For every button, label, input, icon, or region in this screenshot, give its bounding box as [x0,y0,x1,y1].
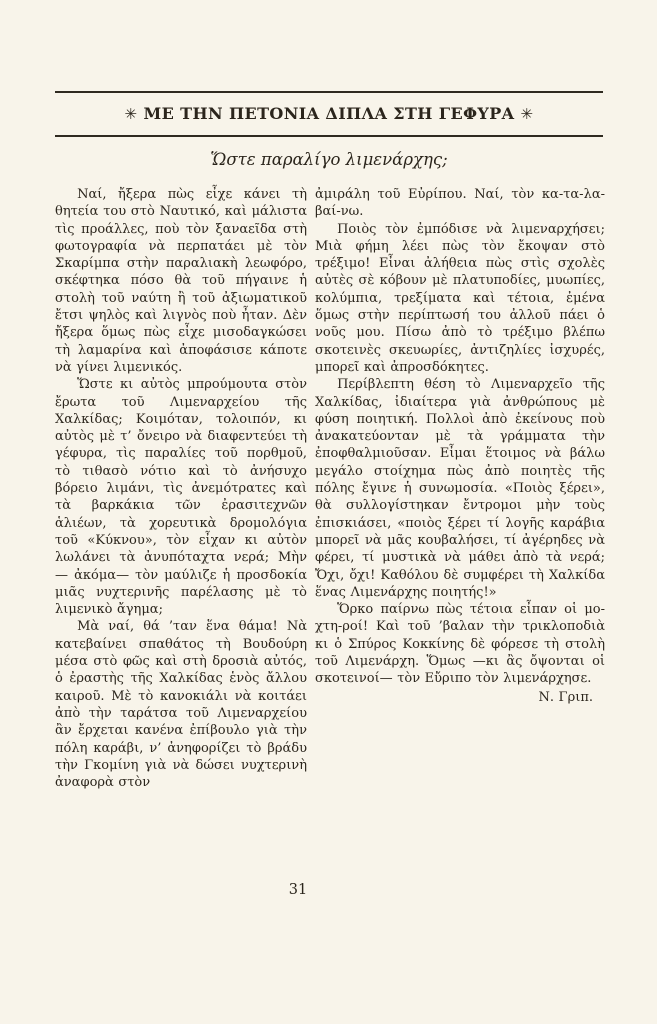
right-column [315,186,605,791]
asterisk-decoration-right: ✳ [520,105,534,123]
article-title [55,93,603,135]
author-signature: Ν. Γριπ. [538,689,593,705]
paragraph: Ὥστε κι αὐτὸς μπρούμουτα στὸν ἔρωτα τοῦ Λιμεναρχείου τῆς Χαλκίδας; Κοιμόταν, τολοιπόν, κι αὐτὸς μὲ τ’ ὄνειρο νὰ διαφεντεύει τὴ γέφυρα, τὶς παραλίες τοῦ πορθμοῦ, τὸ τιθασὸ νότιο καὶ τὸ ἀνήσυχο βόρειο λιμάνι, τὶς ἀνεμότρατες καὶ τὰ βαρκάκια τῶν ἐρασιτεχνῶν ἁλιέων, τὰ χορευτικὰ δρομολόγια τοῦ «Κύκνου», τὸν εἶχαν κι αὐτὸν λωλάνει τὰ ἀνυπόταχτα νερά; Μὴν — ἀκόμα— τὸν μαύλιζε ἡ προσδοκία μιᾶς νυχτερινῆς παρέλασης μὲ τὸ λιμενικὸ ἄγημα; [55,377,307,618]
paragraph: Ποιὸς τὸν ἐμπόδισε νὰ λιμεναρχήσει; Μιὰ φήμη λέει πὼς τὸν ἔκοψαν στὸ τρέξιμο! Εἶναι ἀλήθεια πὼς στὶς σχολὲς αὐτὲς σὲ κόβουν μὲ πλατυποδίες, μυωπίες, κολύμπια, τρεξίματα καὶ τέτοια, ἐμένα ὅμως στὴν περίπτωσή του ἀλλοῦ πάει ὁ νοῦς μου. Πίσω ἀπὸ τὸ τρέξιμο βλέπω σκοτεινὲς σκευωρίες, ἀντιζηλίες ἰσχυρές, μπορεῖ καὶ ἀπροσδόκητες. [315,221,605,375]
paragraph: Περίβλεπτη θέση τὸ Λιμεναρχεῖο τῆς Χαλκίδας, ἰδιαίτερα γιὰ ἀνθρώπους μὲ φύση ποιητική. Πολλοὶ ἀπὸ ἐκείνους ποὺ ἀνακατεύονταν μὲ τὰ γράμματα τὴν ἐποφθαλμιοῦσαν. Εἶμαι ἕτοιμος νὰ βάλω μεγάλο στοίχημα πὼς ἀπὸ ποιητὲς τῆς πόλης ἔγινε ἡ συνωμοσία. «Ποιὸς ξέρει», θὰ συλλογίστηκαν ἔντρομοι μὴν τοὺς ἐπισκιάσει, «ποιὸς ξέρει τί λογῆς καράβια μπορεῖ νὰ μᾶς κουβαλήσει, τί ἀγέρηδες νὰ φέρει, τί μυστικὰ νὰ μάθει ἀπὸ τὰ νερά; Ὄχι, ὄχι! Καθόλου δὲ συμφέρει τὴ Χαλκίδα ἕνας Λιμενάρχης ποιητής!» [315,377,605,600]
left-column [55,186,307,791]
article-body [55,186,605,791]
paragraph: Μὰ ναί, θά ’ταν ἕνα θάμα! Νὰ κατεβαίνει σπαθάτος τὴ Βουδούρη μέσα στὸ φῶς καὶ στὴ δροσιὰ αὐτός, ὁ ἐραστὴς τῆς Χαλκίδας ἑνὸς ἄλλου καιροῦ. Μὲ τὸ κανοκιάλι νὰ κοιτάει ἀπὸ τὴν ταράτσα τοῦ Λιμεναρχείου ἂν ἔρχεται κανένα ἐπίβουλο γιὰ τὴν πόλη καράβι, ν’ ἀνηφορίζει τὸ βράδυ τὴν Γκομίνη γιὰ νὰ δώσει νυχτερινὴ ἀναφορὰ στὸν [55,619,307,791]
paragraph-continuation: ἀμιράλη τοῦ Εὐρίπου. Ναί, τὸν κα-τα-λα-βαί-νω. [315,187,605,220]
article-header [55,91,603,137]
article-title-text: ΜΕ ΤΗΝ ΠΕΤΟΝΙΑ ΔΙΠΛΑ ΣΤΗ ΓΕΦΥΡΑ [143,104,515,123]
paragraph: Ναί, ἤξερα πὼς εἶχε κάνει τὴ θητεία του στὸ Ναυτικό, καὶ μάλιστα τὶς προάλλες, ποὺ τὸν ξαναεῖδα στὴ φωτογραφία νὰ περπατάει μὲ τὸν Σκαρίμπα στὴν παραλιακὴ λεωφόρο, σκέφτηκα πόσο θὰ τοῦ πήγαινε ἡ στολὴ τοῦ ναύτη ἢ τοῦ ἀξιωματικοῦ ἔτσι ψηλὸς καὶ λιγνὸς ποὺ ἦταν. Δὲν ἤξερα ὅμως πὼς εἶχε μισοδαγκώσει τὴ λαμαρίνα καὶ ἀποφάσισε κάποτε νὰ γίνει λιμενικός. [55,187,307,375]
asterisk-decoration-left: ✳ [124,105,138,123]
page-number: 31 [288,882,308,898]
article-subtitle: Ὥστε παραλίγο λιμενάρχης; [210,150,448,169]
paragraph: Ὅρκο παίρνω πὼς τέτοια εἶπαν οἱ μο-χτη-ροί! Καὶ τοῦ ’βαλαν τὴν τρικλοποδιὰ κι ὁ Σπύρος Κοκκίνης δὲ φόρεσε τὴ στολὴ τοῦ Λιμενάρχη. Ὅμως —κι ἂς ὄψονται οἱ σκοτεινοί— τὸν Εὔριπο τὸν λιμενάρχησε. [315,602,605,687]
